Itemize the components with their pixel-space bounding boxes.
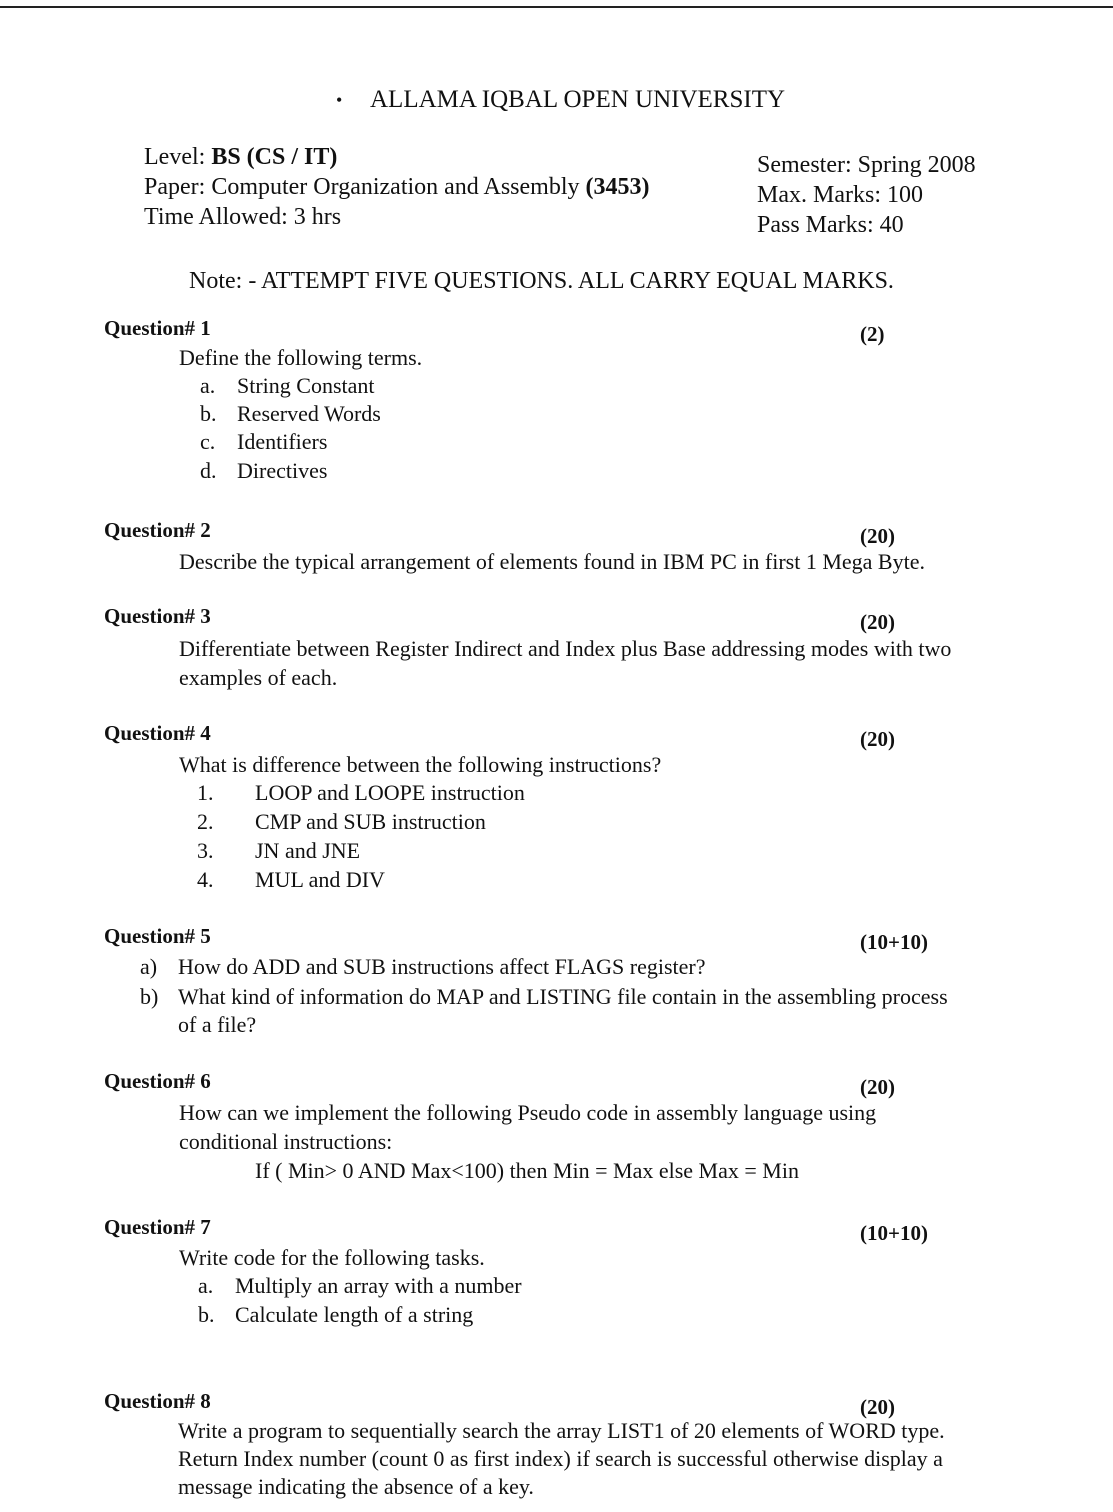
semester-line: Semester: Spring 2008	[757, 152, 976, 178]
list-item: b) What kind of information do MAP and LISTING file contain in the assembling process	[140, 984, 948, 1009]
question-marks: (20)	[860, 1075, 895, 1099]
pass-marks-line: Pass Marks: 40	[757, 212, 904, 238]
question-title: Question# 1	[104, 316, 211, 340]
exam-note: Note: - ATTEMPT FIVE QUESTIONS. ALL CARRY EQUAL MARKS.	[189, 268, 894, 294]
text-line: Write a program to sequentially search the array LIST1 of 20 elements of WORD type.	[178, 1418, 945, 1443]
question-title: Question# 8	[104, 1389, 211, 1413]
question-title: Question# 5	[104, 924, 211, 948]
question-marks: (20)	[860, 524, 895, 548]
list-item: 2. CMP and SUB instruction	[197, 809, 486, 834]
university-title: ALLAMA IQBAL OPEN UNIVERSITY	[370, 86, 786, 113]
question-title: Question# 3	[104, 604, 211, 628]
top-rule	[0, 6, 1113, 8]
question-title: Question# 2	[104, 518, 211, 542]
exam-details-right	[757, 150, 976, 240]
list-item: a. String Constant	[200, 373, 375, 398]
question-prompt: Define the following terms.	[179, 345, 423, 370]
text-line: of a file?	[178, 1012, 257, 1037]
question-text	[178, 1417, 945, 1501]
text-line: Differentiate between Register Indirect and Index plus Base addressing modes with two	[179, 636, 952, 661]
list-item: 4. MUL and DIV	[197, 867, 385, 892]
paper-line	[144, 172, 649, 202]
question-marks: (10+10)	[860, 930, 928, 954]
list-item: 3. JN and JNE	[197, 838, 361, 863]
question-text	[179, 1098, 876, 1156]
text-line: examples of each.	[179, 665, 338, 690]
list-item: b. Reserved Words	[200, 401, 381, 426]
question-prompt: What is difference between the following instructions?	[179, 752, 662, 777]
question-text: Describe the typical arrangement of elements found in IBM PC in first 1 Mega Byte.	[179, 549, 925, 574]
list-item: d. Directives	[200, 458, 328, 483]
question-marks: (20)	[860, 610, 895, 634]
paper-code: (3453)	[585, 174, 650, 200]
question-marks: (20)	[860, 1395, 895, 1419]
bullet-mark: •	[336, 90, 343, 110]
list-item: a) How do ADD and SUB instructions affect FLAGS register?	[140, 954, 706, 979]
list-item: c. Identifiers	[200, 429, 328, 454]
question-title: Question# 6	[104, 1069, 211, 1093]
question-title: Question# 4	[104, 721, 211, 745]
level-value: BS (CS / IT)	[211, 144, 338, 170]
paper-label: Paper: Computer Organization and Assembly	[144, 174, 586, 200]
list-item: b. Calculate length of a string	[198, 1302, 474, 1327]
pseudo-code: If ( Min> 0 AND Max<100) then Min = Max else Max = Min	[255, 1158, 799, 1183]
text-line: message indicating the absence of a key.	[178, 1474, 534, 1499]
text-line: conditional instructions:	[179, 1129, 393, 1154]
list-item: 1. LOOP and LOOPE instruction	[197, 780, 525, 805]
question-marks: (2)	[860, 322, 885, 346]
text-line: Return Index number (count 0 as first index) if search is successful otherwise display a	[178, 1446, 943, 1471]
question-prompt: Write code for the following tasks.	[179, 1245, 485, 1270]
exam-details-left	[144, 142, 649, 232]
level-line	[144, 142, 649, 172]
question-title: Question# 7	[104, 1215, 211, 1239]
list-item: a. Multiply an array with a number	[198, 1273, 522, 1298]
time-line: Time Allowed: 3 hrs	[144, 204, 342, 230]
question-text	[179, 634, 951, 692]
question-marks: (10+10)	[860, 1221, 928, 1245]
level-label: Level:	[144, 144, 212, 170]
text-line: How can we implement the following Pseudo code in assembly language using	[179, 1100, 877, 1125]
question-marks: (20)	[860, 727, 895, 751]
max-marks-line: Max. Marks: 100	[757, 182, 923, 208]
